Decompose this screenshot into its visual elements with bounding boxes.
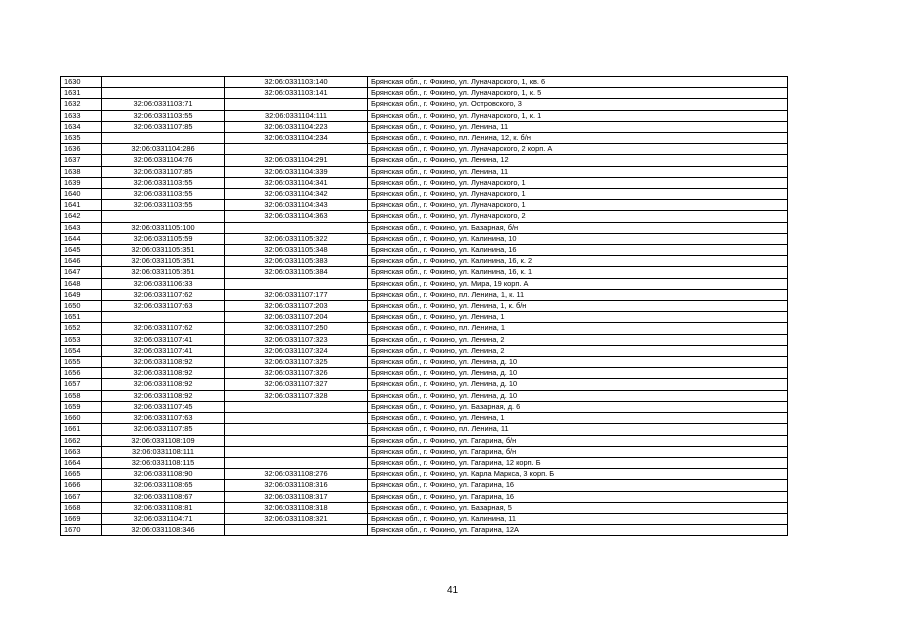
row-number-cell: 1659 [61,401,102,412]
row-number-cell: 1642 [61,211,102,222]
object-number-cell: 32:06:0331105:322 [225,233,368,244]
parcel-number-cell: 32:06:0331105:100 [102,222,225,233]
row-number-cell: 1640 [61,189,102,200]
row-number-cell: 1643 [61,222,102,233]
parcel-number-cell: 32:06:0331107:63 [102,301,225,312]
table-row [61,245,788,256]
parcel-number-cell: 32:06:0331108:92 [102,368,225,379]
row-number-cell: 1650 [61,301,102,312]
table-row [61,457,788,468]
address-cell: Брянская обл., г. Фокино, ул. Гагарина, 12А [368,525,788,536]
object-number-cell: 32:06:0331108:318 [225,502,368,513]
row-number-cell: 1665 [61,469,102,480]
parcel-number-cell: 32:06:0331107:85 [102,121,225,132]
address-cell: Брянская обл., г. Фокино, ул. Калинина, 16 [368,245,788,256]
object-number-cell: 32:06:0331105:348 [225,245,368,256]
parcel-number-cell [102,312,225,323]
table-row [61,345,788,356]
parcel-number-cell: 32:06:0331104:286 [102,144,225,155]
parcel-number-cell: 32:06:0331107:45 [102,401,225,412]
row-number-cell: 1634 [61,121,102,132]
table-row [61,99,788,110]
parcel-number-cell: 32:06:0331104:71 [102,513,225,524]
table-row [61,301,788,312]
table-row [61,413,788,424]
parcel-number-cell: 32:06:0331103:55 [102,200,225,211]
object-number-cell [225,525,368,536]
address-cell: Брянская обл., г. Фокино, пл. Ленина, 12, к. б/н [368,133,788,144]
table-row [61,513,788,524]
object-number-cell: 32:06:0331107:203 [225,301,368,312]
row-number-cell: 1654 [61,345,102,356]
object-number-cell [225,424,368,435]
row-number-cell: 1655 [61,357,102,368]
table-row [61,177,788,188]
table-row [61,200,788,211]
row-number-cell: 1644 [61,233,102,244]
table-row [61,446,788,457]
address-cell: Брянская обл., г. Фокино, ул. Мира, 19 корп. А [368,278,788,289]
object-number-cell: 32:06:0331104:341 [225,177,368,188]
address-cell: Брянская обл., г. Фокино, ул. Ленина, д. 10 [368,368,788,379]
object-number-cell [225,222,368,233]
address-cell: Брянская обл., г. Фокино, ул. Гагарина, 12 корп. Б [368,457,788,468]
parcel-number-cell: 32:06:0331108:92 [102,390,225,401]
address-cell: Брянская обл., г. Фокино, ул. Ленина, д. 10 [368,357,788,368]
parcel-number-cell: 32:06:0331108:81 [102,502,225,513]
parcel-number-cell: 32:06:0331108:111 [102,446,225,457]
parcel-number-cell: 32:06:0331107:62 [102,289,225,300]
table-body [61,77,788,536]
address-cell: Брянская обл., г. Фокино, ул. Гагарина, б/н [368,446,788,457]
address-cell: Брянская обл., г. Фокино, ул. Калинина, 16, к. 1 [368,267,788,278]
address-cell: Брянская обл., г. Фокино, пл. Ленина, 11 [368,424,788,435]
address-cell: Брянская обл., г. Фокино, ул. Луначарского, 2 [368,211,788,222]
address-cell: Брянская обл., г. Фокино, ул. Луначарского, 1 [368,177,788,188]
row-number-cell: 1668 [61,502,102,513]
object-number-cell: 32:06:0331104:343 [225,200,368,211]
parcel-number-cell: 32:06:0331103:71 [102,99,225,110]
row-number-cell: 1656 [61,368,102,379]
table-row [61,88,788,99]
object-number-cell: 32:06:0331107:326 [225,368,368,379]
address-cell: Брянская обл., г. Фокино, ул. Ленина, д. 10 [368,379,788,390]
row-number-cell: 1657 [61,379,102,390]
row-number-cell: 1662 [61,435,102,446]
address-cell: Брянская обл., г. Фокино, ул. Ленина, 11 [368,121,788,132]
address-cell: Брянская обл., г. Фокино, ул. Луначарского, 1, к. 1 [368,110,788,121]
row-number-cell: 1631 [61,88,102,99]
table-row [61,312,788,323]
row-number-cell: 1636 [61,144,102,155]
object-number-cell [225,144,368,155]
row-number-cell: 1664 [61,457,102,468]
row-number-cell: 1632 [61,99,102,110]
table-row [61,334,788,345]
address-cell: Брянская обл., г. Фокино, ул. Луначарского, 1, к. 5 [368,88,788,99]
object-number-cell: 32:06:0331104:342 [225,189,368,200]
table-row [61,77,788,88]
parcel-number-cell: 32:06:0331106:33 [102,278,225,289]
object-number-cell: 32:06:0331108:276 [225,469,368,480]
object-number-cell: 32:06:0331104:223 [225,121,368,132]
object-number-cell: 32:06:0331105:383 [225,256,368,267]
object-number-cell: 32:06:0331104:339 [225,166,368,177]
parcel-number-cell: 32:06:0331104:76 [102,155,225,166]
table-row [61,323,788,334]
parcel-number-cell: 32:06:0331108:65 [102,480,225,491]
row-number-cell: 1660 [61,413,102,424]
parcel-number-cell [102,77,225,88]
row-number-cell: 1651 [61,312,102,323]
parcel-number-cell: 32:06:0331105:351 [102,267,225,278]
parcel-number-cell: 32:06:0331103:55 [102,110,225,121]
table-row [61,480,788,491]
address-cell: Брянская обл., г. Фокино, ул. Карла Маркса, 3 корп. Б [368,469,788,480]
object-number-cell: 32:06:0331107:328 [225,390,368,401]
address-cell: Брянская обл., г. Фокино, ул. Калинина, 11 [368,513,788,524]
table-row [61,491,788,502]
object-number-cell: 32:06:0331107:325 [225,357,368,368]
row-number-cell: 1663 [61,446,102,457]
table-row [61,502,788,513]
table-row [61,469,788,480]
object-number-cell: 32:06:0331104:363 [225,211,368,222]
row-number-cell: 1638 [61,166,102,177]
address-cell: Брянская обл., г. Фокино, ул. Ленина, 1 [368,312,788,323]
table-row [61,189,788,200]
table-row [61,222,788,233]
object-number-cell: 32:06:0331107:327 [225,379,368,390]
table-row [61,401,788,412]
row-number-cell: 1670 [61,525,102,536]
address-cell: Брянская обл., г. Фокино, ул. Ленина, 2 [368,334,788,345]
address-cell: Брянская обл., г. Фокино, ул. Ленина, 11 [368,166,788,177]
table-row [61,211,788,222]
table-row [61,390,788,401]
object-number-cell: 32:06:0331107:323 [225,334,368,345]
page-number: 41 [446,585,459,596]
table-row [61,357,788,368]
object-number-cell: 32:06:0331103:141 [225,88,368,99]
object-number-cell: 32:06:0331105:384 [225,267,368,278]
row-number-cell: 1648 [61,278,102,289]
object-number-cell [225,446,368,457]
object-number-cell: 32:06:0331108:316 [225,480,368,491]
table-row [61,256,788,267]
object-number-cell [225,413,368,424]
table-row [61,379,788,390]
object-number-cell: 32:06:0331104:111 [225,110,368,121]
table-row [61,144,788,155]
parcel-number-cell [102,133,225,144]
parcel-number-cell: 32:06:0331103:55 [102,189,225,200]
row-number-cell: 1661 [61,424,102,435]
cadastral-table [60,76,788,536]
parcel-number-cell: 32:06:0331103:55 [102,177,225,188]
table-row [61,278,788,289]
address-cell: Брянская обл., г. Фокино, ул. Базарная, 5 [368,502,788,513]
parcel-number-cell [102,211,225,222]
address-cell: Брянская обл., г. Фокино, ул. Луначарского, 1 [368,200,788,211]
parcel-number-cell: 32:06:0331107:41 [102,334,225,345]
address-cell: Брянская обл., г. Фокино, ул. Ленина, 12 [368,155,788,166]
parcel-number-cell: 32:06:0331108:92 [102,357,225,368]
address-cell: Брянская обл., г. Фокино, ул. Гагарина, 16 [368,480,788,491]
row-number-cell: 1645 [61,245,102,256]
parcel-number-cell: 32:06:0331108:90 [102,469,225,480]
row-number-cell: 1667 [61,491,102,502]
table-row [61,233,788,244]
object-number-cell: 32:06:0331107:177 [225,289,368,300]
address-cell: Брянская обл., г. Фокино, ул. Гагарина, 16 [368,491,788,502]
parcel-number-cell: 32:06:0331108:115 [102,457,225,468]
parcel-number-cell [102,88,225,99]
parcel-number-cell: 32:06:0331108:92 [102,379,225,390]
address-cell: Брянская обл., г. Фокино, ул. Базарная, б/н [368,222,788,233]
table-row [61,133,788,144]
table-row [61,267,788,278]
table-row [61,368,788,379]
row-number-cell: 1653 [61,334,102,345]
row-number-cell: 1652 [61,323,102,334]
address-cell: Брянская обл., г. Фокино, ул. Калинина, 10 [368,233,788,244]
address-cell: Брянская обл., г. Фокино, ул. Гагарина, б/н [368,435,788,446]
parcel-number-cell: 32:06:0331108:346 [102,525,225,536]
object-number-cell: 32:06:0331107:250 [225,323,368,334]
row-number-cell: 1637 [61,155,102,166]
parcel-number-cell: 32:06:0331107:63 [102,413,225,424]
parcel-number-cell: 32:06:0331107:62 [102,323,225,334]
object-number-cell [225,435,368,446]
address-cell: Брянская обл., г. Фокино, ул. Ленина, 1, к. б/н [368,301,788,312]
parcel-number-cell: 32:06:0331105:59 [102,233,225,244]
table-row [61,525,788,536]
table-row [61,121,788,132]
address-cell: Брянская обл., г. Фокино, ул. Ленина, 2 [368,345,788,356]
object-number-cell: 32:06:0331107:324 [225,345,368,356]
parcel-number-cell: 32:06:0331107:41 [102,345,225,356]
object-number-cell [225,401,368,412]
parcel-number-cell: 32:06:0331105:351 [102,245,225,256]
table-row [61,155,788,166]
object-number-cell: 32:06:0331108:317 [225,491,368,502]
object-number-cell [225,99,368,110]
address-cell: Брянская обл., г. Фокино, ул. Базарная, д. 6 [368,401,788,412]
parcel-number-cell: 32:06:0331107:85 [102,424,225,435]
row-number-cell: 1669 [61,513,102,524]
row-number-cell: 1635 [61,133,102,144]
object-number-cell [225,457,368,468]
object-number-cell: 32:06:0331104:291 [225,155,368,166]
object-number-cell: 32:06:0331108:321 [225,513,368,524]
row-number-cell: 1630 [61,77,102,88]
row-number-cell: 1649 [61,289,102,300]
table-row [61,424,788,435]
table-row [61,289,788,300]
table-row [61,435,788,446]
address-cell: Брянская обл., г. Фокино, ул. Островского, 3 [368,99,788,110]
address-cell: Брянская обл., г. Фокино, ул. Ленина, д. 10 [368,390,788,401]
object-number-cell: 32:06:0331107:204 [225,312,368,323]
object-number-cell: 32:06:0331103:140 [225,77,368,88]
parcel-number-cell: 32:06:0331107:85 [102,166,225,177]
row-number-cell: 1647 [61,267,102,278]
row-number-cell: 1658 [61,390,102,401]
parcel-number-cell: 32:06:0331105:351 [102,256,225,267]
object-number-cell [225,278,368,289]
address-cell: Брянская обл., г. Фокино, пл. Ленина, 1 [368,323,788,334]
table-row [61,110,788,121]
address-cell: Брянская обл., г. Фокино, ул. Луначарского, 2 корп. А [368,144,788,155]
row-number-cell: 1666 [61,480,102,491]
address-cell: Брянская обл., г. Фокино, ул. Ленина, 1 [368,413,788,424]
address-cell: Брянская обл., г. Фокино, ул. Луначарского, 1, кв. 6 [368,77,788,88]
table-row [61,166,788,177]
row-number-cell: 1633 [61,110,102,121]
row-number-cell: 1646 [61,256,102,267]
row-number-cell: 1641 [61,200,102,211]
address-cell: Брянская обл., г. Фокино, ул. Луначарского, 1 [368,189,788,200]
parcel-number-cell: 32:06:0331108:67 [102,491,225,502]
row-number-cell: 1639 [61,177,102,188]
address-cell: Брянская обл., г. Фокино, пл. Ленина, 1, к. 11 [368,289,788,300]
object-number-cell: 32:06:0331104:234 [225,133,368,144]
address-cell: Брянская обл., г. Фокино, ул. Калинина, 16, к. 2 [368,256,788,267]
parcel-number-cell: 32:06:0331108:109 [102,435,225,446]
